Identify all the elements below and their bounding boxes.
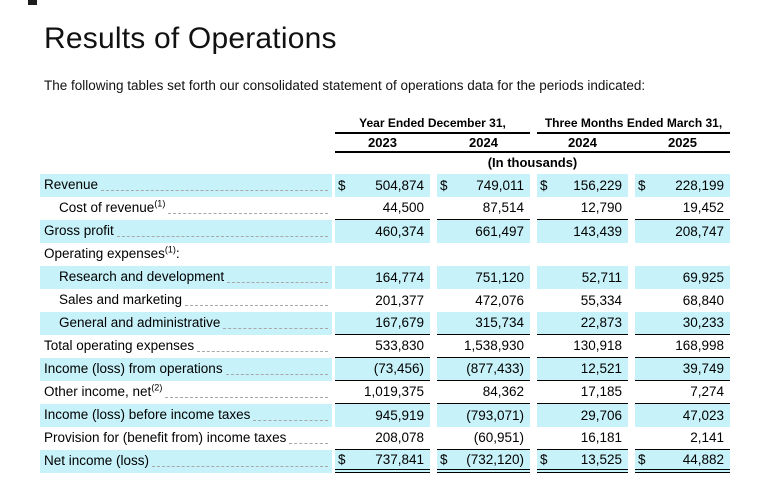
dollar-sign: $ <box>638 177 646 193</box>
dotted-leader <box>152 450 328 467</box>
dollar-sign: $ <box>540 451 548 467</box>
value-text: 533,830 <box>375 338 424 353</box>
column-gap <box>430 381 437 404</box>
value-text: 17,185 <box>580 384 622 399</box>
dollar-sign: $ <box>338 177 346 193</box>
value-text: 156,229 <box>573 177 622 193</box>
column-gap <box>430 427 437 450</box>
column-gap <box>530 450 537 473</box>
column-gap <box>628 450 635 473</box>
column-gap <box>430 335 437 358</box>
value-cell <box>437 266 530 289</box>
dotted-leader <box>168 197 328 214</box>
value-cell <box>437 312 530 335</box>
column-gap <box>530 243 537 266</box>
table-row <box>40 220 730 243</box>
column-gap <box>628 427 635 450</box>
value-cell <box>635 335 730 358</box>
column-gap <box>530 289 537 312</box>
value-text: 1,019,375 <box>363 384 424 399</box>
value-cell <box>437 427 530 450</box>
column-gap <box>628 404 635 427</box>
row-label: Sales and marketing <box>40 289 332 312</box>
value-cell <box>537 335 628 358</box>
value-text: 167,679 <box>375 315 424 330</box>
row-label: Operating expenses$^{(1)}$: <box>40 243 332 266</box>
row-label: Research and development <box>40 266 332 289</box>
table-row <box>40 312 730 335</box>
value-cell <box>335 312 430 335</box>
table-row <box>40 450 730 473</box>
value-text: 228,199 <box>675 177 724 193</box>
value-cell <box>635 358 730 381</box>
table-row <box>40 289 730 312</box>
row-label: Income (loss) before income taxes <box>40 404 332 427</box>
value-cell <box>635 427 730 450</box>
value-text: 68,840 <box>682 292 724 308</box>
value-cell <box>437 289 530 312</box>
value-cell <box>537 358 628 381</box>
column-gap <box>530 312 537 335</box>
dotted-leader <box>227 266 328 283</box>
value-cell <box>335 243 430 266</box>
value-cell <box>537 381 628 404</box>
value-cell <box>635 381 730 404</box>
value-cell <box>437 450 530 473</box>
column-gap <box>628 174 635 197</box>
value-cell <box>635 289 730 312</box>
value-cell <box>635 197 730 220</box>
value-cell <box>335 450 430 473</box>
value-cell <box>437 220 530 243</box>
value-cell <box>635 243 730 266</box>
table-body <box>40 174 730 473</box>
row-label: Net income (loss) <box>40 450 332 473</box>
column-gap <box>628 220 635 243</box>
column-gap <box>628 289 635 312</box>
dotted-leader <box>289 427 328 444</box>
value-text: (877,433) <box>466 361 524 376</box>
table-row <box>40 358 730 381</box>
row-label: Income (loss) from operations <box>40 358 332 381</box>
value-text: 1,538,930 <box>463 338 524 353</box>
table-row <box>40 335 730 358</box>
value-text: 30,233 <box>682 315 724 330</box>
table-row <box>40 174 730 197</box>
table-row <box>40 197 730 220</box>
table-row <box>40 243 730 266</box>
value-text: 143,439 <box>573 223 622 239</box>
dollar-sign: $ <box>440 451 448 467</box>
value-text: 39,749 <box>682 361 724 376</box>
column-gap <box>430 266 437 289</box>
value-cell <box>635 450 730 473</box>
value-text: 12,790 <box>580 200 622 215</box>
value-cell <box>437 381 530 404</box>
operations-table <box>40 116 730 473</box>
row-label: General and administrative <box>40 312 332 335</box>
value-cell <box>635 220 730 243</box>
value-text: 47,023 <box>682 407 724 423</box>
dotted-leader <box>117 220 328 237</box>
column-gap <box>530 266 537 289</box>
value-text: 13,525 <box>580 451 622 467</box>
value-cell <box>537 266 628 289</box>
table-header-groups <box>40 116 730 134</box>
value-cell <box>437 404 530 427</box>
column-gap <box>628 197 635 220</box>
intro-paragraph: The following tables set forth our consolidated statement of operations data for the periods indicated: <box>44 78 646 93</box>
row-label: Revenue <box>40 174 332 197</box>
column-group-year-ended-december: Year Ended December 31, <box>335 116 530 134</box>
value-cell <box>537 220 628 243</box>
column-gap <box>530 174 537 197</box>
row-label: Other income, net$^{(2)}$ <box>40 381 332 404</box>
value-cell <box>537 312 628 335</box>
value-cell <box>335 174 430 197</box>
column-gap <box>628 335 635 358</box>
value-cell <box>335 358 430 381</box>
value-text: (732,120) <box>466 451 524 467</box>
column-gap <box>430 174 437 197</box>
column-gap <box>430 289 437 312</box>
value-cell <box>537 243 628 266</box>
value-text: 52,711 <box>581 269 622 285</box>
value-cell <box>335 289 430 312</box>
value-cell <box>537 427 628 450</box>
value-cell <box>537 289 628 312</box>
value-text: 504,874 <box>375 177 424 193</box>
dotted-leader <box>223 312 328 329</box>
dotted-leader <box>183 243 328 260</box>
value-text: 55,334 <box>580 292 622 308</box>
value-text: 201,377 <box>375 292 424 308</box>
column-gap <box>430 243 437 266</box>
row-label: Cost of revenue$^{(1)}$ <box>40 197 332 220</box>
column-gap <box>530 427 537 450</box>
value-cell <box>335 404 430 427</box>
value-cell <box>437 243 530 266</box>
column-gap <box>430 358 437 381</box>
column-gap <box>430 450 437 473</box>
row-label: Gross profit <box>40 220 332 243</box>
dollar-sign: $ <box>638 451 646 467</box>
value-text: 749,011 <box>476 177 524 193</box>
column-gap <box>530 197 537 220</box>
column-gap <box>530 335 537 358</box>
value-cell <box>437 358 530 381</box>
dotted-leader <box>185 289 328 306</box>
dotted-leader <box>226 358 328 375</box>
value-text: 164,774 <box>375 269 424 285</box>
value-cell <box>537 450 628 473</box>
column-gap <box>628 266 635 289</box>
value-cell <box>335 220 430 243</box>
value-cell <box>635 174 730 197</box>
value-text: (60,951) <box>473 430 524 445</box>
column-gap <box>430 197 437 220</box>
column-gap <box>530 381 537 404</box>
value-text: 29,706 <box>580 407 622 423</box>
value-cell <box>335 427 430 450</box>
dotted-leader <box>253 404 328 421</box>
table-row <box>40 404 730 427</box>
column-group-three-months-ended-march: Three Months Ended March 31, <box>537 116 730 134</box>
dollar-sign: $ <box>540 177 548 193</box>
column-gap <box>530 358 537 381</box>
table-row <box>40 381 730 404</box>
table-header-years <box>40 134 730 151</box>
value-cell <box>537 174 628 197</box>
value-text: 130,918 <box>573 338 622 353</box>
value-cell <box>335 381 430 404</box>
column-gap <box>628 358 635 381</box>
value-text: (793,071) <box>466 407 524 423</box>
value-cell <box>335 266 430 289</box>
column-header-q1-2024: 2024 <box>568 135 597 150</box>
dotted-leader <box>165 381 328 398</box>
value-text: 2,141 <box>690 430 724 445</box>
value-cell <box>537 197 628 220</box>
value-text: 315,734 <box>475 315 524 330</box>
value-cell <box>437 174 530 197</box>
units-note: (In thousands) <box>487 155 578 170</box>
value-text: 12,521 <box>580 361 622 376</box>
column-gap <box>430 312 437 335</box>
value-text: 168,998 <box>675 338 724 353</box>
page-title: Results of Operations <box>44 22 337 55</box>
value-text: 661,497 <box>475 223 524 239</box>
value-cell <box>437 197 530 220</box>
value-cell <box>335 197 430 220</box>
value-cell <box>635 266 730 289</box>
value-text: 472,076 <box>475 292 524 308</box>
column-gap <box>628 381 635 404</box>
value-text: 751,120 <box>475 269 524 285</box>
value-text: 19,452 <box>682 200 724 215</box>
value-cell <box>437 335 530 358</box>
column-gap <box>530 220 537 243</box>
value-text: 16,181 <box>580 430 622 445</box>
value-text: 44,500 <box>382 200 424 215</box>
column-gap <box>628 312 635 335</box>
column-gap <box>430 220 437 243</box>
column-gap <box>430 404 437 427</box>
value-text: 7,274 <box>690 384 724 399</box>
value-cell <box>335 335 430 358</box>
dollar-sign: $ <box>440 177 448 193</box>
dollar-sign: $ <box>338 451 346 467</box>
column-header-q1-2025: 2025 <box>668 135 697 150</box>
value-text: 84,362 <box>482 384 524 399</box>
column-gap <box>530 404 537 427</box>
value-text: 208,078 <box>375 430 424 445</box>
units-note-row <box>40 153 730 174</box>
value-text: 69,925 <box>682 269 724 285</box>
value-cell <box>537 404 628 427</box>
row-label: Provision for (benefit from) income taxes <box>40 427 332 450</box>
column-header-fy2024: 2024 <box>469 135 498 150</box>
table-row <box>40 266 730 289</box>
row-label: Total operating expenses <box>40 335 332 358</box>
column-gap <box>628 243 635 266</box>
value-text: 44,882 <box>682 451 724 467</box>
value-text: 22,873 <box>580 315 622 330</box>
value-text: 208,747 <box>675 223 724 239</box>
value-text: 87,514 <box>482 200 524 215</box>
value-cell <box>635 404 730 427</box>
column-header-fy2023: 2023 <box>368 135 397 150</box>
value-text: 460,374 <box>375 223 424 239</box>
cropped-text-fragment <box>28 0 37 5</box>
table-row <box>40 427 730 450</box>
dotted-leader <box>101 174 328 191</box>
value-text: (73,456) <box>373 361 424 376</box>
value-cell <box>635 312 730 335</box>
value-text: 945,919 <box>375 407 424 423</box>
dotted-leader <box>197 335 328 352</box>
value-text: 737,841 <box>375 451 424 467</box>
